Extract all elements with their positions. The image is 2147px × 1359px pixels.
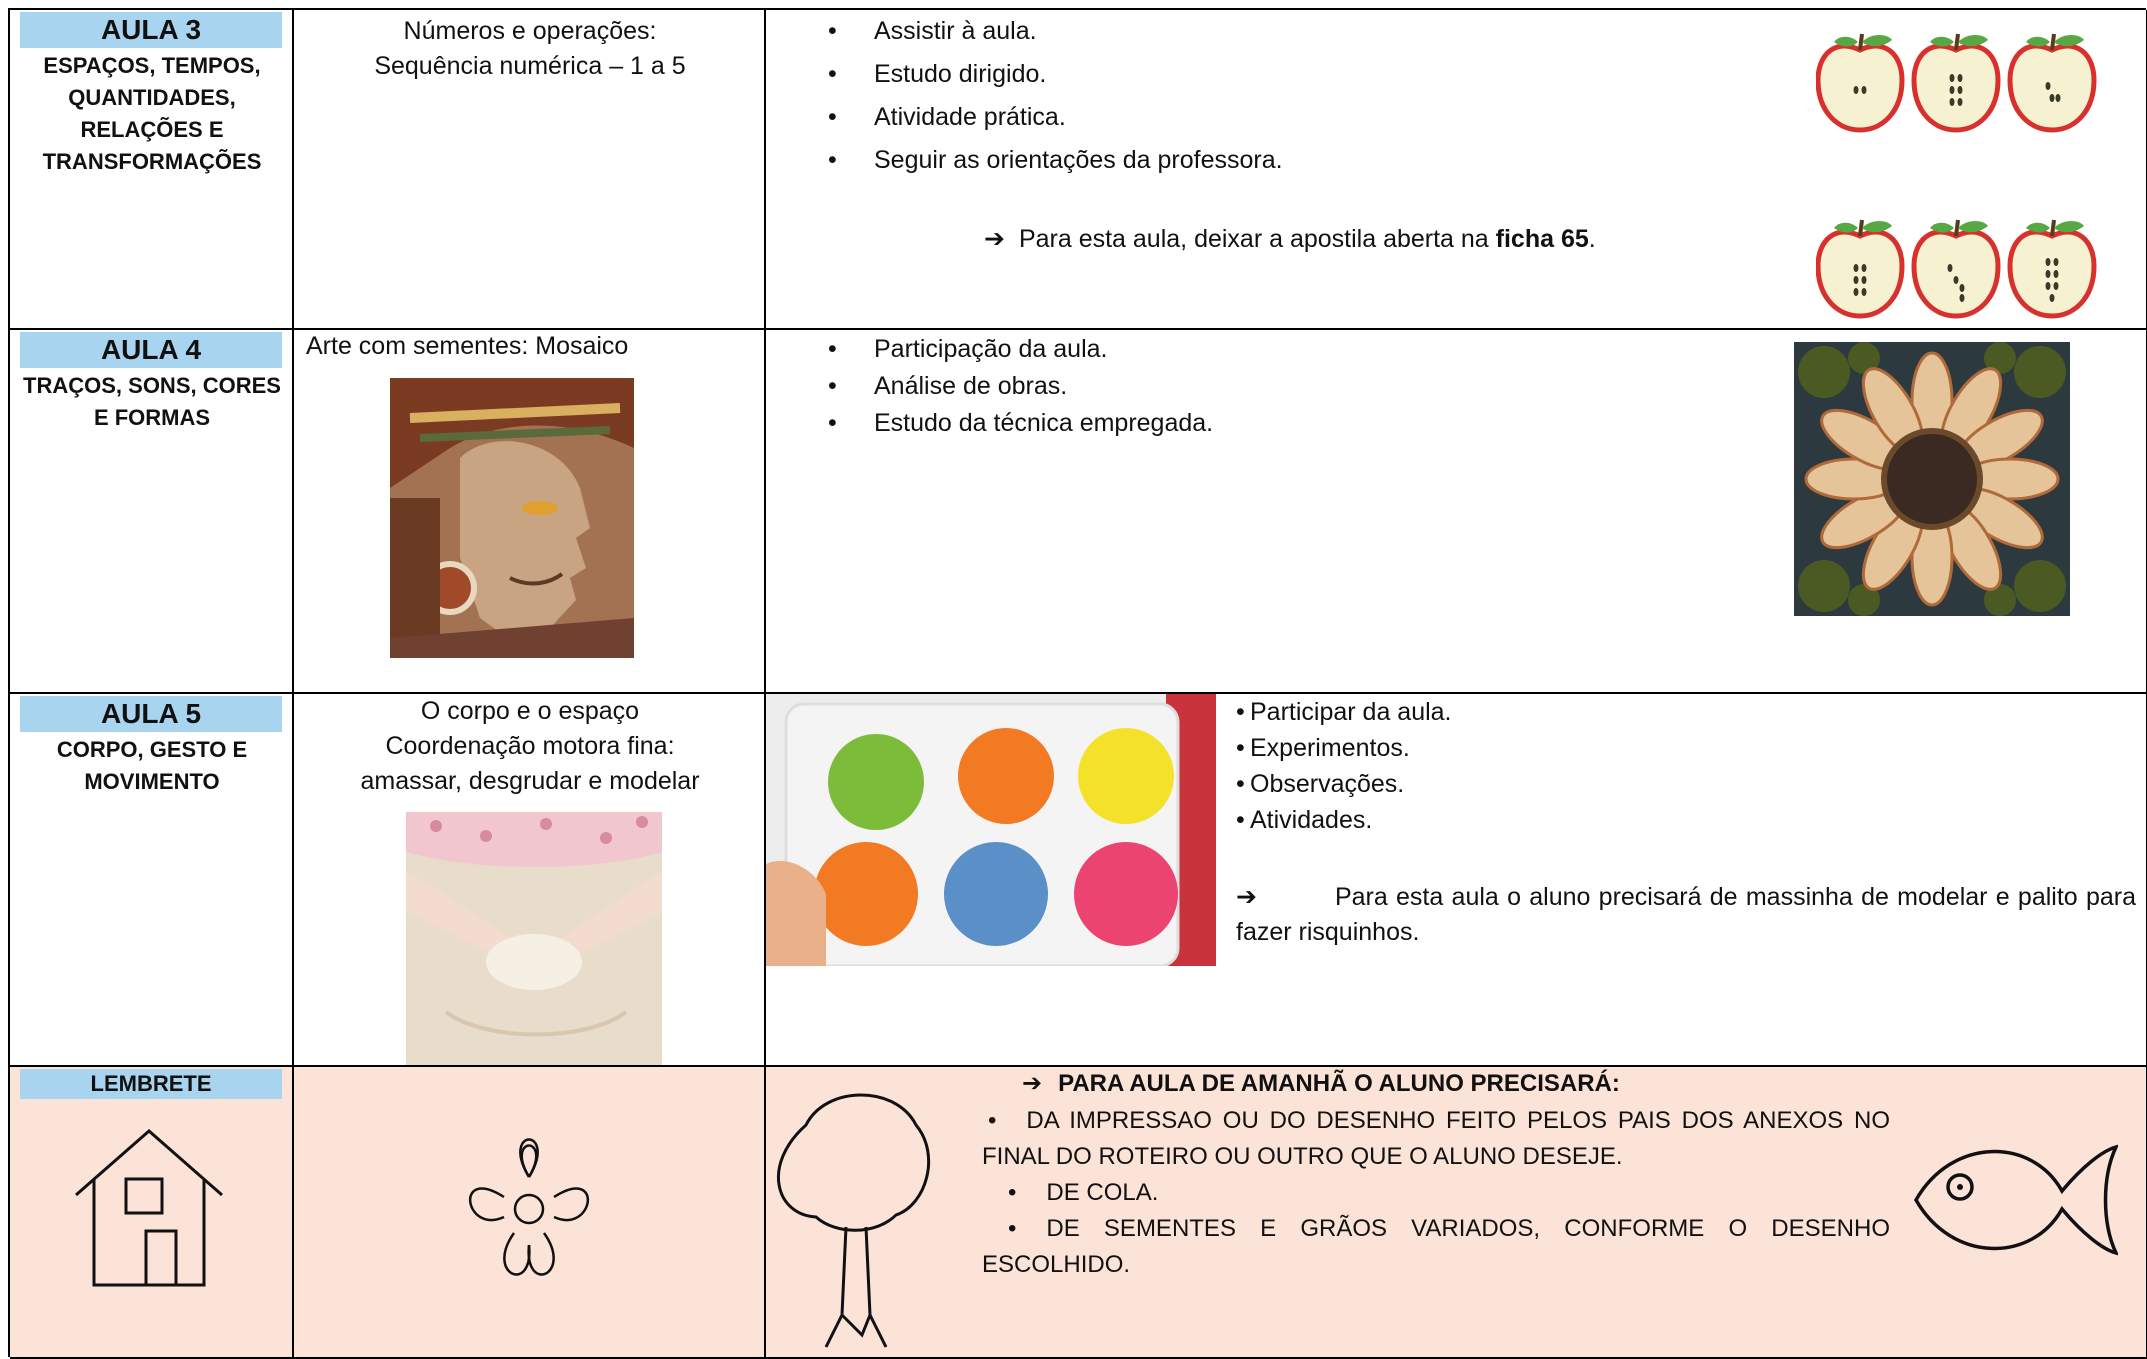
child-kneading-dough-image <box>406 812 662 1067</box>
list-item: • Atividade prática. <box>828 103 1066 131</box>
bullet-icon: • <box>1008 1215 1017 1242</box>
topic-text <box>304 14 756 84</box>
list-item: • Participação da aula. <box>828 335 1108 363</box>
list-item: • Observações. <box>1236 770 1405 798</box>
house-icon <box>74 1127 224 1287</box>
note-line: ➔ Para esta aula o aluno precisará de massinha de modelar e palito para fazer risquinhos. <box>1236 883 2136 946</box>
fish-icon <box>1912 1137 2118 1263</box>
arrow-right-icon: ➔ <box>1236 883 1257 911</box>
row2-activities-cell <box>766 330 2147 694</box>
topic-text: Arte com sementes: Mosaico <box>306 332 629 360</box>
reminder-heading: ➔ PARA AULA DE AMANHÃ O ALUNO PRECISARÁ: <box>1022 1070 1620 1097</box>
field-line: ESPAÇOS, TEMPOS, <box>43 53 261 78</box>
row2-topic-cell <box>294 330 766 694</box>
aula-tag: AULA 3 <box>20 12 282 48</box>
topic-line: Números e operações: <box>403 17 657 45</box>
aula-tag: AULA 4 <box>20 332 282 368</box>
topic-line: Coordenação motora fina: <box>385 732 675 760</box>
arrow-right-icon: ➔ <box>1022 1070 1043 1097</box>
bullet-icon: • <box>1008 1179 1017 1206</box>
field-of-experience <box>16 734 288 798</box>
reminder-list <box>982 1103 1890 1283</box>
list-item: • DA IMPRESSAO OU DO DESENHO FEITO PELOS PAIS DOS ANEXOS NO FINAL DO ROTEIRO OU OUTRO QUE O ALUNO DESEJE. <box>982 1107 1890 1170</box>
field-of-experience <box>16 50 288 178</box>
list-item: • DE COLA. <box>1008 1179 1159 1206</box>
topic-line: O corpo e o espaço <box>420 697 640 725</box>
topic-line: Sequência numérica – 1 a 5 <box>374 52 686 80</box>
row1-activities-cell <box>766 10 2147 330</box>
list-item: • Seguir as orientações da professora. <box>828 146 1283 174</box>
list-item: • Atividades. <box>1236 806 1373 834</box>
lesson-table <box>8 8 2146 1357</box>
field-line: TRANSFORMAÇÕES <box>42 149 262 174</box>
list-item: • Estudo dirigido. <box>828 60 1047 88</box>
seed-art-face-image <box>390 378 634 658</box>
activity-list <box>828 332 1214 443</box>
aula-tag: AULA 5 <box>20 696 282 732</box>
field-line: RELAÇÕES E <box>80 117 224 142</box>
reminder-flower-cell <box>294 1067 766 1359</box>
reminder-text-cell <box>766 1067 2147 1359</box>
bullet-icon: • <box>988 1107 997 1134</box>
seed-mosaic-sunflower-image <box>1794 342 2070 616</box>
field-line: QUANTIDADES, <box>68 85 236 110</box>
list-item: • Estudo da técnica empregada. <box>828 409 1214 437</box>
topic-line: amassar, desgrudar e modelar <box>360 767 700 795</box>
list-item: • Experimentos. <box>1236 734 1410 762</box>
row1-subject-cell <box>10 10 294 330</box>
field-of-experience <box>16 370 288 434</box>
field-line: E FORMAS <box>93 405 211 430</box>
list-item: • Assistir à aula. <box>828 17 1037 45</box>
tree-icon <box>766 1085 936 1359</box>
arrow-right-icon: ➔ <box>984 225 1005 253</box>
flower-icon <box>444 1125 614 1295</box>
row2-subject-cell <box>10 330 294 694</box>
field-line: CORPO, GESTO E <box>56 737 248 762</box>
reminder-tag: LEMBRETE <box>20 1069 282 1099</box>
row3-activities-cell <box>766 694 2147 1067</box>
play-dough-balls-image <box>766 694 1216 966</box>
row1-topic-cell <box>294 10 766 330</box>
note-line: ➔ Para esta aula, deixar a apostila aberta na ficha 65. <box>984 225 1596 253</box>
row3-topic-cell <box>294 694 766 1067</box>
row3-subject-cell <box>10 694 294 1067</box>
activity-list <box>1236 694 1452 838</box>
activity-list <box>828 14 1283 186</box>
field-line: MOVIMENTO <box>84 769 220 794</box>
field-line: TRAÇOS, SONS, CORES <box>23 373 281 398</box>
reminder-label-cell <box>10 1067 294 1359</box>
list-item: • Análise de obras. <box>828 372 1068 400</box>
apples-with-seeds-image <box>1816 32 2116 322</box>
list-item: • Participar da aula. <box>1236 698 1452 726</box>
list-item: • DE SEMENTES E GRÃOS VARIADOS, CONFORME O DESENHO ESCOLHIDO. <box>982 1215 1890 1278</box>
topic-text <box>304 694 756 799</box>
